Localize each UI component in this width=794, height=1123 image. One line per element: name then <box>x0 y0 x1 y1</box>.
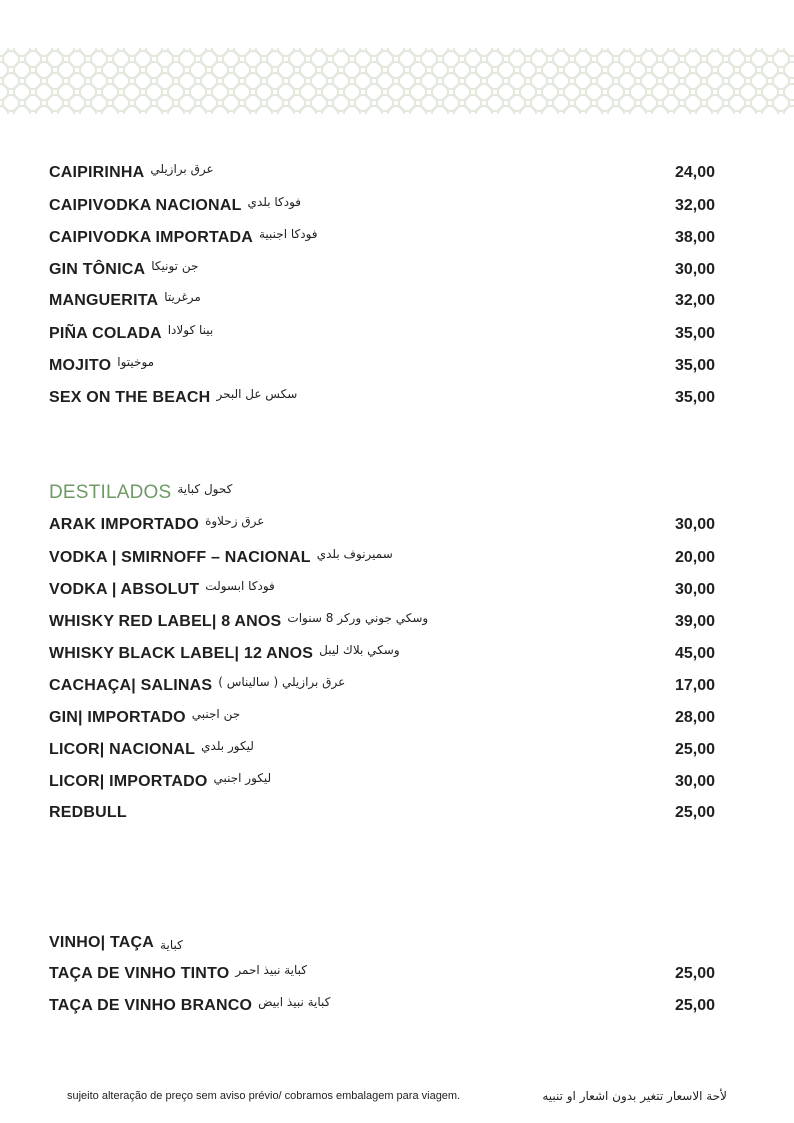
item-price: 25,00 <box>674 965 715 982</box>
item-arabic-name: سميرنوف بلدي <box>316 547 393 561</box>
menu-item <box>49 609 715 635</box>
item-price: 20,00 <box>674 549 715 566</box>
item-name: PIÑA COLADA <box>49 325 162 342</box>
item-arabic-name: جن تونيكا <box>151 259 199 273</box>
item-price: 30,00 <box>674 773 715 790</box>
item-name: CAIPIVODKA NACIONAL <box>49 197 242 214</box>
menu-item <box>49 705 715 731</box>
item-arabic-name: كباية نبيذ ابيض <box>258 995 331 1009</box>
menu-item <box>49 512 715 538</box>
menu-item <box>49 577 715 603</box>
section-title-arabic: كحول كباية <box>177 482 233 496</box>
menu-item <box>49 225 715 251</box>
item-arabic-name: سكس عل البحر <box>216 387 298 401</box>
item-name: TAÇA DE VINHO BRANCO <box>49 997 253 1014</box>
item-name: LICOR| IMPORTADO <box>49 773 208 790</box>
item-arabic-name: مرغريتا <box>164 290 201 304</box>
item-name: CAIPIVODKA IMPORTADA <box>49 229 253 246</box>
item-arabic-name: موخيتوا <box>117 355 155 369</box>
menu-item <box>49 800 715 826</box>
menu-item <box>49 769 715 795</box>
item-arabic-name: بينا كولادا <box>167 323 214 337</box>
menu-item <box>49 288 715 314</box>
menu-item <box>49 737 715 763</box>
item-price: 32,00 <box>674 292 715 309</box>
item-price: 25,00 <box>674 741 715 758</box>
item-price: 17,00 <box>674 677 715 694</box>
item-name: GIN| IMPORTADO <box>49 709 186 726</box>
item-name: ARAK IMPORTADO <box>49 516 200 533</box>
item-arabic-name: فودكا اجنبية <box>259 227 318 241</box>
footer-arabic: لأحة الاسعار تتغير بدون اشعار او تنبيه <box>542 1089 727 1103</box>
section-title: DESTILADOS <box>49 482 172 503</box>
item-price: 24,00 <box>674 164 715 181</box>
item-arabic-name: عرق زحلاوة <box>205 514 265 528</box>
item-name: VODKA | ABSOLUT <box>49 581 200 598</box>
item-name: REDBULL <box>49 804 127 821</box>
item-arabic-name: عرق برازيلي <box>150 162 214 176</box>
footer-portuguese: sujeito alteração de preço sem aviso prévio/ cobramos embalagem para viagem. <box>67 1090 461 1102</box>
item-name: WHISKY BLACK LABEL| 12 ANOS <box>49 645 314 662</box>
item-name: WHISKY RED LABEL| 8 ANOS <box>49 613 282 630</box>
item-price: 32,00 <box>674 197 715 214</box>
item-arabic-name: جن اجنبي <box>191 707 241 721</box>
item-name: MOJITO <box>49 357 112 374</box>
item-price: 35,00 <box>674 325 715 342</box>
menu-item <box>49 641 715 667</box>
item-price: 25,00 <box>674 997 715 1014</box>
item-arabic-name: وسكي بلاك ليبل <box>319 643 400 657</box>
menu-item <box>49 385 715 411</box>
item-price: 35,00 <box>674 357 715 374</box>
menu-item <box>49 160 715 186</box>
menu-item <box>49 353 715 379</box>
item-name: SEX ON THE BEACH <box>49 389 211 406</box>
item-name: MANGUERITA <box>49 292 159 309</box>
item-price: 30,00 <box>674 261 715 278</box>
item-arabic-name: عرق برازيلي ( ساليناس ) <box>218 675 346 689</box>
section-title: VINHO| TAÇA <box>49 934 155 951</box>
item-arabic-name: وسكي جوني وركر 8 سنوات <box>287 611 429 625</box>
section-title-destilados <box>49 480 232 506</box>
item-price: 28,00 <box>674 709 715 726</box>
item-price: 39,00 <box>674 613 715 630</box>
footer-note <box>67 1086 727 1106</box>
menu-item <box>49 673 715 699</box>
item-name: CAIPIRINHA <box>49 164 145 181</box>
section-title-vinho <box>49 930 715 956</box>
item-price: 30,00 <box>674 516 715 533</box>
item-name: LICOR| NACIONAL <box>49 741 196 758</box>
item-price: 45,00 <box>674 645 715 662</box>
section-title-arabic: كباية <box>160 938 183 952</box>
item-price: 30,00 <box>674 581 715 598</box>
menu-item <box>49 993 715 1019</box>
item-price: 38,00 <box>674 229 715 246</box>
item-price: 25,00 <box>674 804 715 821</box>
item-name: TAÇA DE VINHO TINTO <box>49 965 230 982</box>
item-name: CACHAÇA| SALINAS <box>49 677 213 694</box>
item-arabic-name: فودكا ابسولت <box>205 579 275 593</box>
menu-item <box>49 193 715 219</box>
item-arabic-name: ليكور بلدي <box>201 739 254 753</box>
menu-item <box>49 321 715 347</box>
item-arabic-name: ليكور اجنبي <box>213 771 272 785</box>
item-name: GIN TÔNICA <box>49 261 146 278</box>
menu-item <box>49 545 715 571</box>
item-name: VODKA | SMIRNOFF – NACIONAL <box>49 549 311 566</box>
menu-item <box>49 257 715 283</box>
menu-item <box>49 961 715 987</box>
decorative-header-pattern <box>0 48 794 114</box>
item-price: 35,00 <box>674 389 715 406</box>
item-arabic-name: كباية نبيذ احمر <box>235 963 307 977</box>
item-arabic-name: فودكا بلدي <box>247 195 302 209</box>
